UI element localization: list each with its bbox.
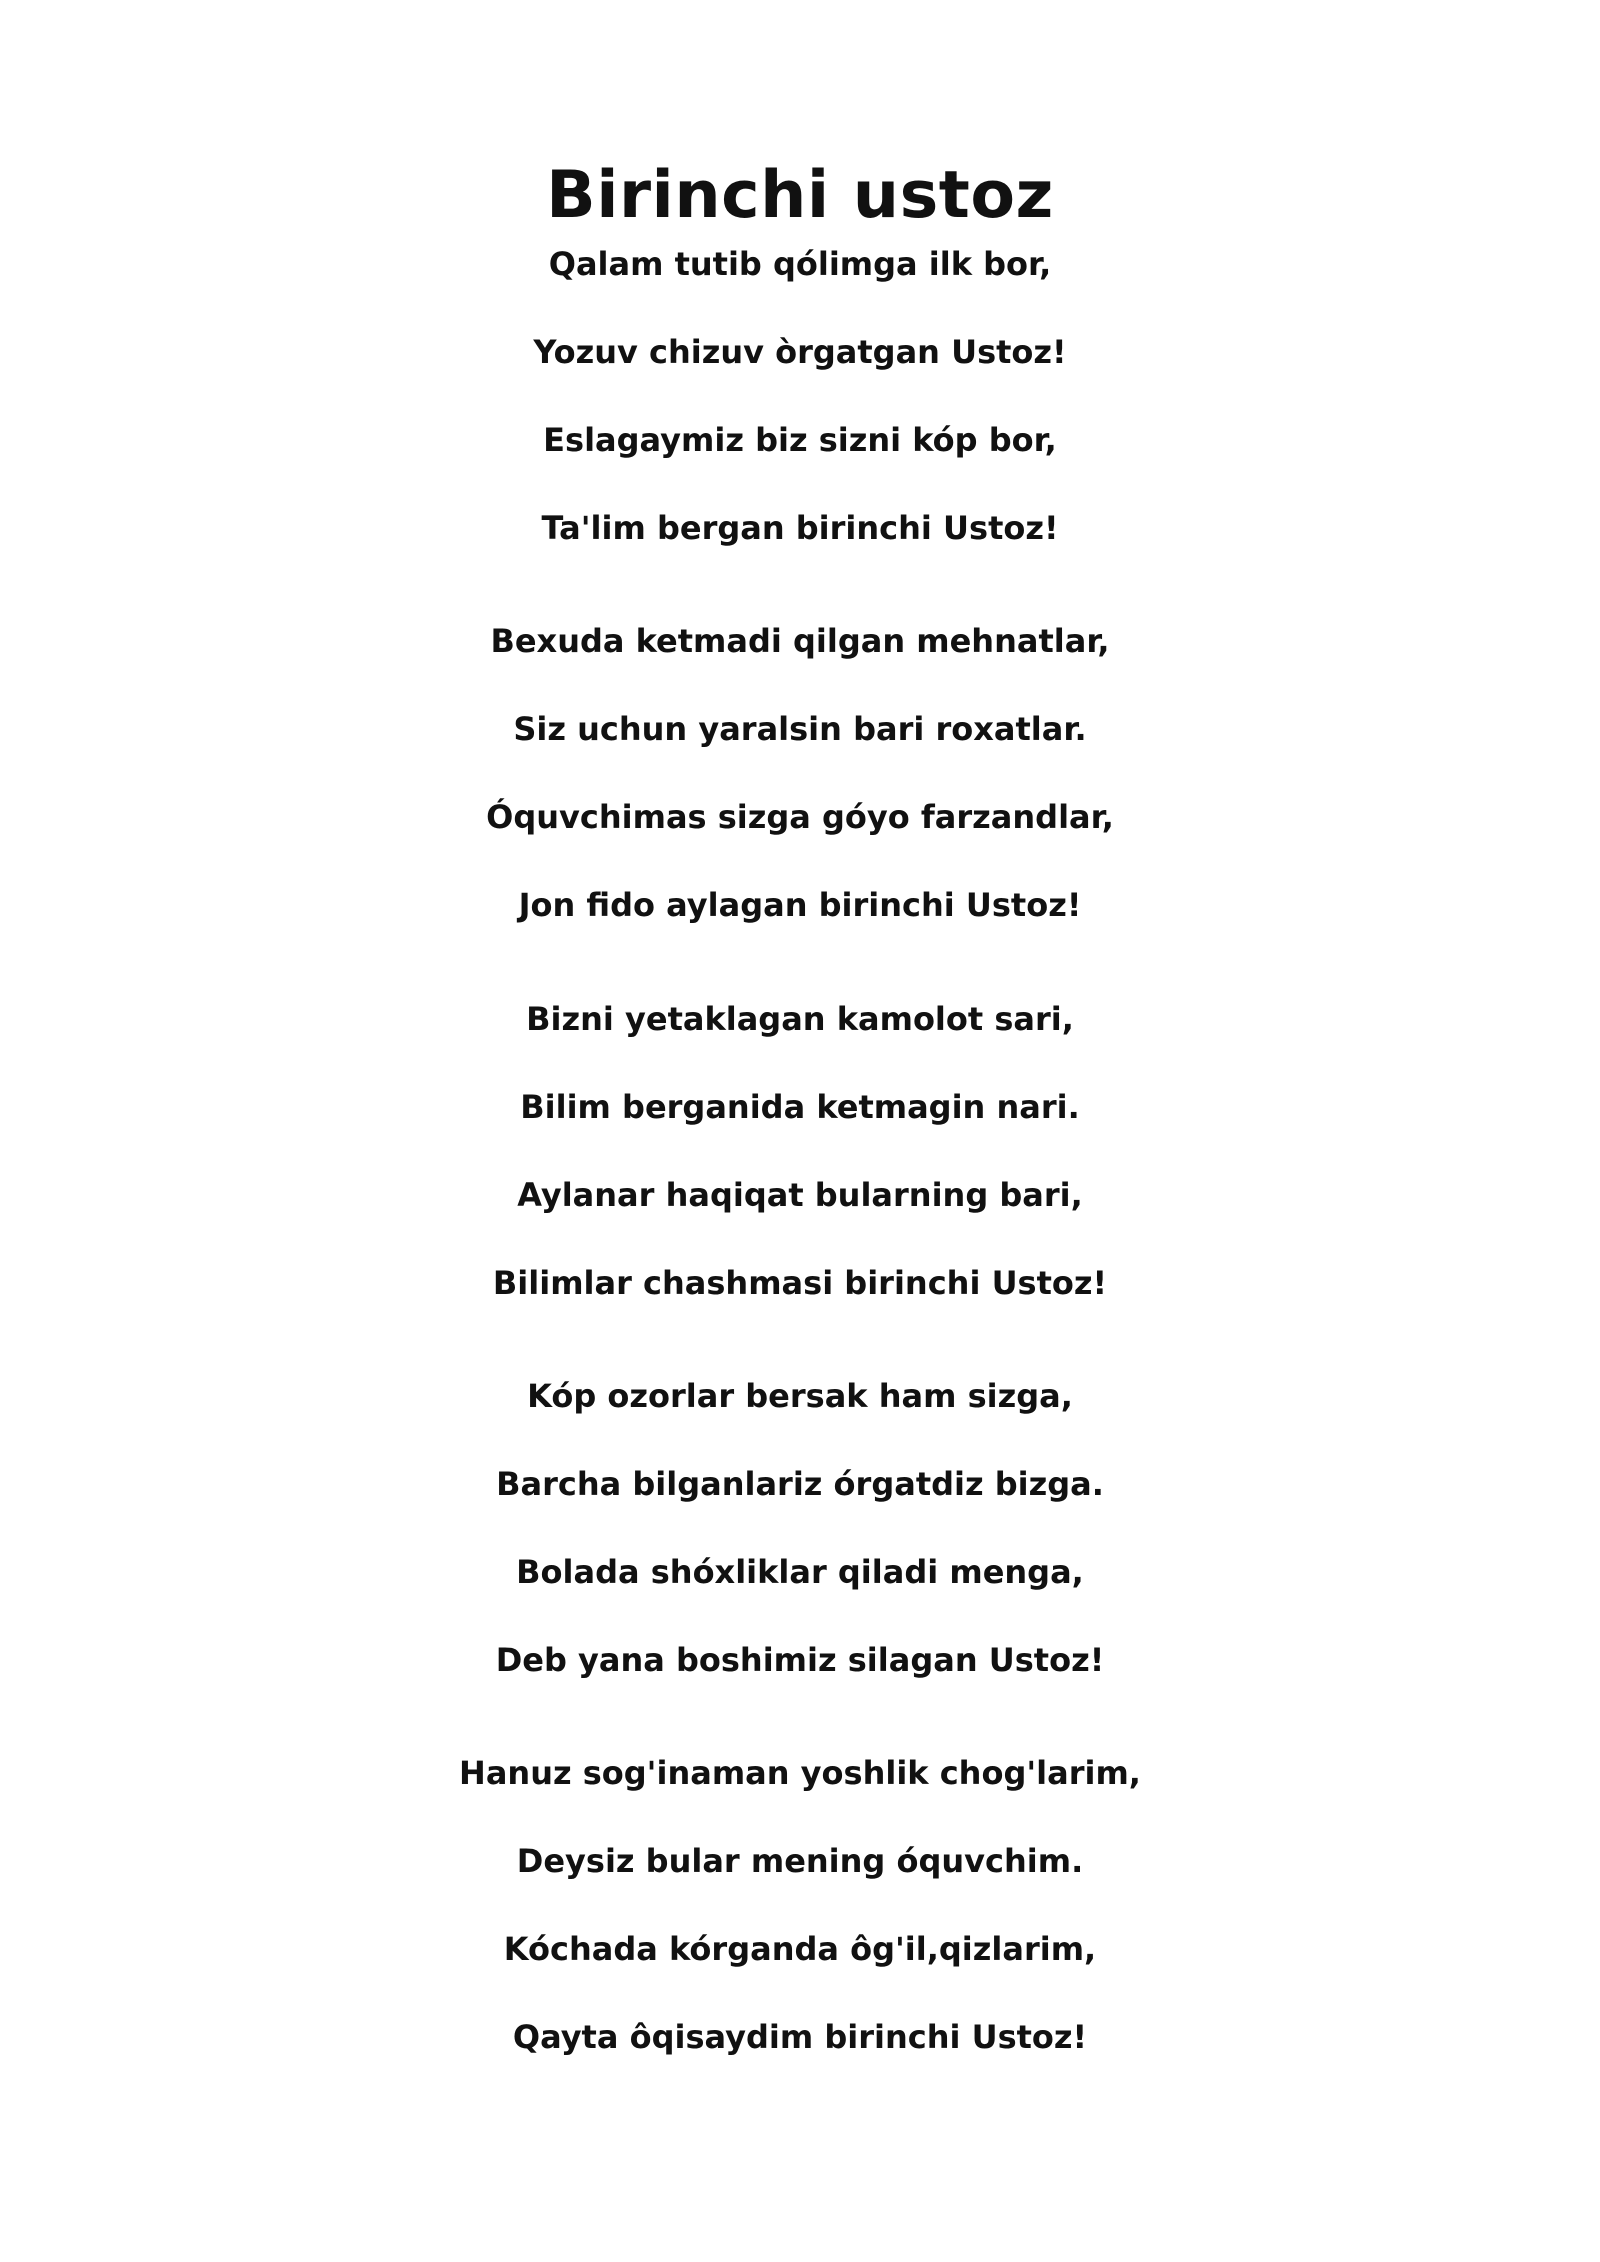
poem-line: Kóchada kórganda ôg'il,qizlarim, <box>503 1930 1097 1968</box>
poem-line: Barcha bilganlariz órgatdiz bizga. <box>496 1465 1104 1503</box>
poem-line: Jon fido aylagan birinchi Ustoz! <box>518 886 1082 924</box>
poem-line: Deb yana boshimiz silagan Ustoz! <box>495 1641 1105 1679</box>
poem-line: Qalam tutib qólimga ilk bor, <box>548 245 1052 283</box>
poem-title: Birinchi ustoz <box>546 158 1054 233</box>
poem-line: Bilim berganida ketmagin nari. <box>520 1088 1080 1126</box>
poem-line: Aylanar haqiqat bularning bari, <box>517 1176 1083 1214</box>
poem-line: Hanuz sog'inaman yoshlik chog'larim, <box>459 1754 1141 1792</box>
poem-line: Bexuda ketmadi qilgan mehnatlar, <box>490 622 1110 660</box>
poem-line: Bilimlar chashmasi birinchi Ustoz! <box>492 1264 1108 1302</box>
poem-line: Qayta ôqisaydim birinchi Ustoz! <box>512 2018 1088 2056</box>
poem-line: Eslagaymiz biz sizni kóp bor, <box>543 421 1057 459</box>
poem-line: Bolada shóxliklar qiladi menga, <box>516 1553 1084 1591</box>
poem-line: Yozuv chizuv òrgatgan Ustoz! <box>533 333 1067 371</box>
poem-line: Deysiz bular mening óquvchim. <box>516 1842 1084 1880</box>
poem-line: Siz uchun yaralsin bari roxatlar. <box>513 710 1087 748</box>
poem-line: Bizni yetaklagan kamolot sari, <box>526 1000 1074 1038</box>
poem-line: Kóp ozorlar bersak ham sizga, <box>527 1377 1073 1415</box>
poem-line: Óquvchimas sizga góyo farzandlar, <box>486 798 1114 836</box>
poem-line: Ta'lim bergan birinchi Ustoz! <box>541 509 1059 547</box>
